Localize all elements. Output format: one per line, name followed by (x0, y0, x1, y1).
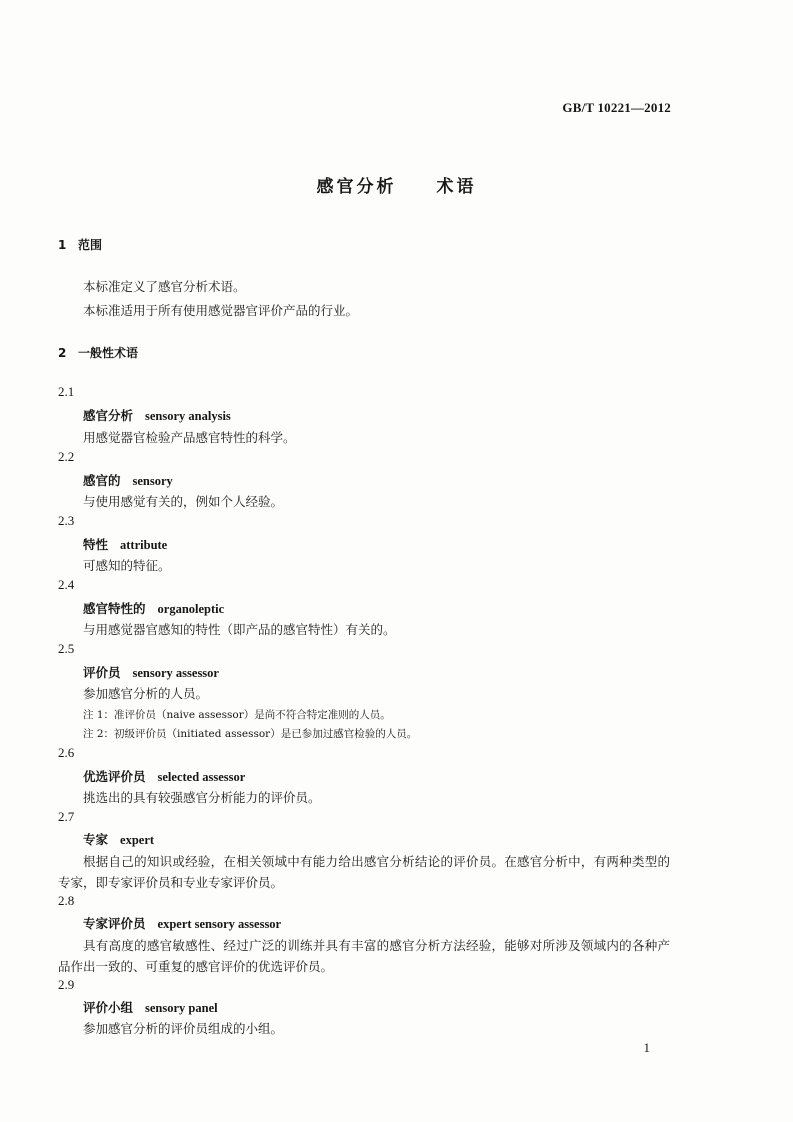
term-entry (83, 914, 281, 932)
term-number: 2.8 (58, 893, 75, 908)
term-entry (83, 830, 154, 848)
term-number: 2.2 (58, 449, 75, 464)
term-entry (83, 998, 218, 1016)
term-definition: 参加感官分析的人员。 (83, 686, 209, 701)
term-en: expert (120, 833, 155, 847)
term-en: organoleptic (157, 602, 225, 616)
term-en: selected assessor (157, 770, 246, 784)
term-zh: 优选评价员 (83, 769, 146, 784)
section-number: 1 (58, 238, 67, 252)
term-zh: 感官分析 (83, 408, 134, 423)
term-note: 注 2：初级评价员（initiated assessor）是已参加过感官检验的人员。 (83, 728, 418, 740)
term-definition: 参加感官分析的评价员组成的小组。 (83, 1021, 284, 1036)
term-entry (83, 471, 173, 489)
term-entry (83, 599, 224, 617)
term-number: 2.4 (58, 577, 75, 592)
term-number: 2.6 (58, 745, 75, 760)
term-note: 注 1：准评价员（naive assessor）是尚不符合特定准则的人员。 (83, 709, 391, 721)
term-definition: 与用感觉器官感知的特性（即产品的感官特性）有关的。 (83, 622, 396, 637)
term-definition: 具有高度的感官敏感性、经过广泛的训练并具有丰富的感官分析方法经验，能够对所涉及领域内的各种产品作出一致的、可重复的感官评价的优选评价员。 (58, 938, 670, 974)
section-heading-general-terms (58, 344, 138, 361)
term-zh: 评价小组 (83, 1000, 134, 1015)
term-zh: 感官的 (83, 473, 121, 488)
section-title: 范围 (78, 238, 103, 252)
term-entry (83, 406, 231, 424)
term-en: sensory (132, 474, 173, 488)
term-number: 2.7 (58, 809, 75, 824)
term-definition: 挑选出的具有较强感官分析能力的评价员。 (83, 790, 321, 805)
term-en: expert sensory assessor (157, 917, 282, 931)
scope-paragraph: 本标准适用于所有使用感觉器官评价产品的行业。 (83, 303, 359, 318)
term-definition: 根据自己的知识或经验，在相关领域中有能力给出感官分析结论的评价员。在感官分析中，有两种类型的专家，即专家评价员和专业专家评价员。 (58, 854, 670, 890)
section-title: 一般性术语 (78, 346, 139, 360)
scope-paragraph: 本标准定义了感官分析术语。 (83, 279, 246, 294)
term-zh: 评价员 (83, 665, 121, 680)
term-number: 2.9 (58, 977, 75, 992)
term-number: 2.3 (58, 513, 75, 528)
term-entry (83, 663, 219, 681)
term-en: sensory assessor (132, 666, 219, 680)
term-definition: 与使用感觉有关的，例如个人经验。 (83, 494, 284, 509)
term-en: sensory panel (145, 1001, 218, 1015)
term-en: attribute (120, 538, 168, 552)
term-definition: 用感觉器官检验产品感官特性的科学。 (83, 430, 296, 445)
term-en: sensory analysis (145, 409, 231, 423)
standard-number: GB/T 10221—2012 (562, 100, 671, 115)
section-number: 2 (58, 346, 67, 360)
section-heading-scope (58, 236, 102, 253)
term-zh: 专家 (83, 832, 109, 847)
term-zh: 专家评价员 (83, 916, 146, 931)
term-entry (83, 767, 245, 785)
document-title: 感官分析 术语 (316, 177, 477, 197)
term-definition: 可感知的特征。 (83, 558, 171, 573)
page-number: 1 (643, 1040, 650, 1055)
term-number: 2.1 (58, 384, 75, 399)
term-entry (83, 535, 167, 553)
term-zh: 特性 (83, 537, 109, 552)
term-number: 2.5 (58, 641, 75, 656)
term-zh: 感官特性的 (83, 601, 146, 616)
